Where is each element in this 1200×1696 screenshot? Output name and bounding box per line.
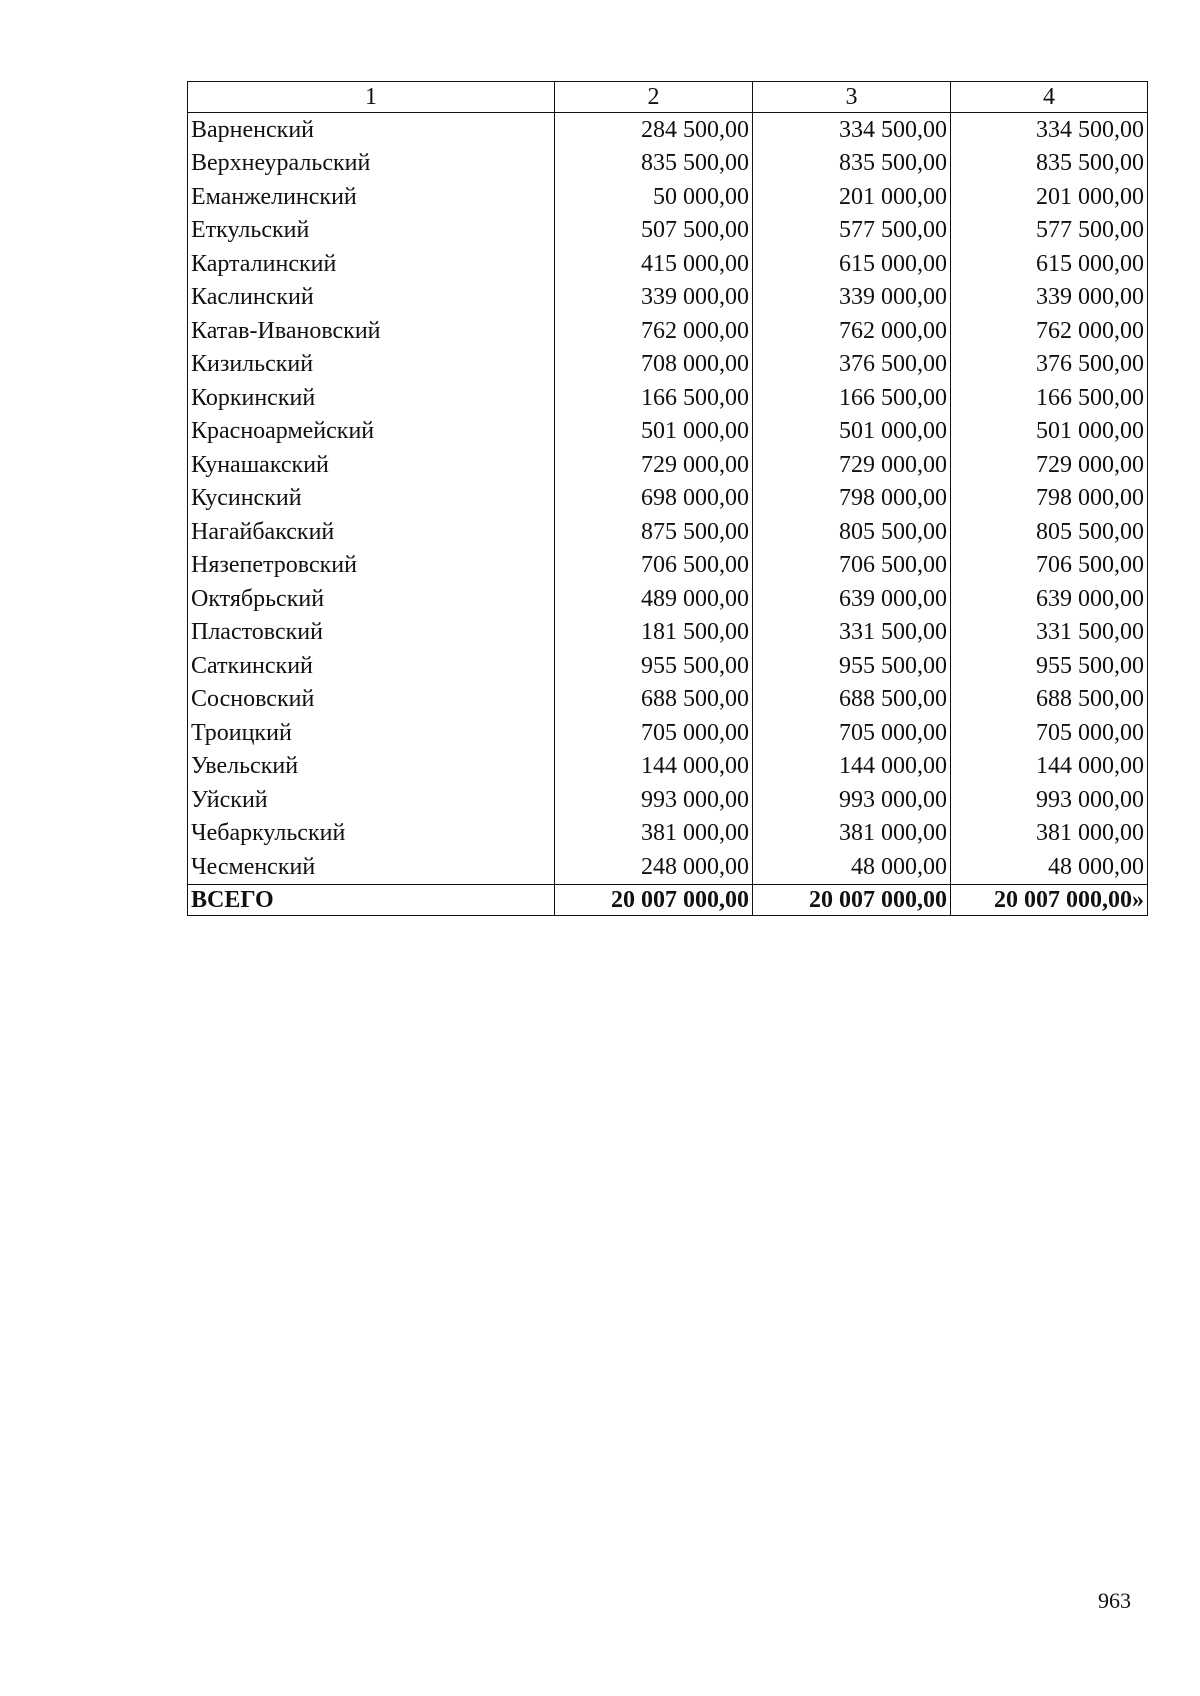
value-col3-cell: 201 000,00 — [753, 180, 951, 214]
value-col2-cell: 993 000,00 — [555, 783, 753, 817]
value-col4-cell: 639 000,00 — [951, 582, 1148, 616]
value-col3-cell: 577 500,00 — [753, 214, 951, 248]
table-row — [188, 783, 1148, 817]
value-col3-cell: 615 000,00 — [753, 247, 951, 281]
table-row — [188, 817, 1148, 851]
district-name-cell: Октябрьский — [188, 582, 555, 616]
value-col4-cell: 331 500,00 — [951, 616, 1148, 650]
value-col2-cell: 706 500,00 — [555, 549, 753, 583]
district-name-cell: Катав-Ивановский — [188, 314, 555, 348]
value-col3-cell: 805 500,00 — [753, 515, 951, 549]
district-name-cell: Кусинский — [188, 482, 555, 516]
district-name-cell: Чесменский — [188, 850, 555, 884]
table-row — [188, 448, 1148, 482]
table-row — [188, 348, 1148, 382]
table-row — [188, 750, 1148, 784]
value-col4-cell: 615 000,00 — [951, 247, 1148, 281]
value-col2-cell: 875 500,00 — [555, 515, 753, 549]
column-header-1: 1 — [188, 82, 555, 113]
value-col2-cell: 698 000,00 — [555, 482, 753, 516]
value-col4-cell: 835 500,00 — [951, 147, 1148, 181]
value-col2-cell: 501 000,00 — [555, 415, 753, 449]
value-col3-cell: 993 000,00 — [753, 783, 951, 817]
value-col2-cell: 166 500,00 — [555, 381, 753, 415]
value-col3-cell: 501 000,00 — [753, 415, 951, 449]
value-col2-cell: 415 000,00 — [555, 247, 753, 281]
value-col4-cell: 762 000,00 — [951, 314, 1148, 348]
value-col4-cell: 334 500,00 — [951, 113, 1148, 147]
value-col3-cell: 48 000,00 — [753, 850, 951, 884]
table-row — [188, 113, 1148, 147]
table-row — [188, 649, 1148, 683]
total-label: ВСЕГО — [188, 884, 555, 915]
table-row — [188, 716, 1148, 750]
value-col4-cell: 339 000,00 — [951, 281, 1148, 315]
value-col2-cell: 284 500,00 — [555, 113, 753, 147]
value-col2-cell: 762 000,00 — [555, 314, 753, 348]
total-value-col4: 20 007 000,00» — [951, 884, 1148, 915]
district-name-cell: Карталинский — [188, 247, 555, 281]
table-row — [188, 582, 1148, 616]
table-row — [188, 482, 1148, 516]
value-col4-cell: 381 000,00 — [951, 817, 1148, 851]
value-col2-cell: 835 500,00 — [555, 147, 753, 181]
page-number: 963 — [1098, 1588, 1131, 1613]
column-number-row — [188, 82, 1148, 113]
value-col3-cell: 706 500,00 — [753, 549, 951, 583]
value-col4-cell: 729 000,00 — [951, 448, 1148, 482]
value-col4-cell: 705 000,00 — [951, 716, 1148, 750]
column-header-3: 3 — [753, 82, 951, 113]
district-budget-table — [187, 81, 1148, 916]
value-col4-cell: 166 500,00 — [951, 381, 1148, 415]
column-header-4: 4 — [951, 82, 1148, 113]
value-col3-cell: 339 000,00 — [753, 281, 951, 315]
value-col2-cell: 955 500,00 — [555, 649, 753, 683]
value-col2-cell: 339 000,00 — [555, 281, 753, 315]
value-col3-cell: 955 500,00 — [753, 649, 951, 683]
table-row — [188, 616, 1148, 650]
district-name-cell: Сосновский — [188, 683, 555, 717]
value-col4-cell: 201 000,00 — [951, 180, 1148, 214]
district-name-cell: Еманжелинский — [188, 180, 555, 214]
table-body — [188, 113, 1148, 885]
district-name-cell: Чебаркульский — [188, 817, 555, 851]
total-value-col2: 20 007 000,00 — [555, 884, 753, 915]
district-name-cell: Кунашакский — [188, 448, 555, 482]
value-col3-cell: 798 000,00 — [753, 482, 951, 516]
district-name-cell: Увельский — [188, 750, 555, 784]
district-name-cell: Еткульский — [188, 214, 555, 248]
value-col2-cell: 507 500,00 — [555, 214, 753, 248]
value-col2-cell: 708 000,00 — [555, 348, 753, 382]
total-value-col3: 20 007 000,00 — [753, 884, 951, 915]
value-col4-cell: 798 000,00 — [951, 482, 1148, 516]
table-row — [188, 381, 1148, 415]
value-col3-cell: 334 500,00 — [753, 113, 951, 147]
value-col2-cell: 705 000,00 — [555, 716, 753, 750]
district-name-cell: Пластовский — [188, 616, 555, 650]
value-col4-cell: 48 000,00 — [951, 850, 1148, 884]
district-name-cell: Нагайбакский — [188, 515, 555, 549]
total-row — [188, 884, 1148, 915]
district-name-cell: Саткинский — [188, 649, 555, 683]
district-name-cell: Кизильский — [188, 348, 555, 382]
value-col3-cell: 705 000,00 — [753, 716, 951, 750]
district-name-cell: Варненский — [188, 113, 555, 147]
value-col2-cell: 489 000,00 — [555, 582, 753, 616]
table-row — [188, 147, 1148, 181]
value-col2-cell: 729 000,00 — [555, 448, 753, 482]
district-name-cell: Коркинский — [188, 381, 555, 415]
value-col3-cell: 381 000,00 — [753, 817, 951, 851]
value-col3-cell: 762 000,00 — [753, 314, 951, 348]
value-col3-cell: 376 500,00 — [753, 348, 951, 382]
value-col2-cell: 181 500,00 — [555, 616, 753, 650]
value-col3-cell: 331 500,00 — [753, 616, 951, 650]
table-row — [188, 415, 1148, 449]
table-row — [188, 214, 1148, 248]
value-col3-cell: 144 000,00 — [753, 750, 951, 784]
column-header-2: 2 — [555, 82, 753, 113]
value-col3-cell: 639 000,00 — [753, 582, 951, 616]
district-name-cell: Красноармейский — [188, 415, 555, 449]
value-col4-cell: 993 000,00 — [951, 783, 1148, 817]
value-col2-cell: 688 500,00 — [555, 683, 753, 717]
table-row — [188, 247, 1148, 281]
table-row — [188, 180, 1148, 214]
district-name-cell: Верхнеуральский — [188, 147, 555, 181]
value-col4-cell: 144 000,00 — [951, 750, 1148, 784]
value-col4-cell: 688 500,00 — [951, 683, 1148, 717]
value-col3-cell: 835 500,00 — [753, 147, 951, 181]
district-name-cell: Уйский — [188, 783, 555, 817]
district-name-cell: Нязепетровский — [188, 549, 555, 583]
value-col4-cell: 376 500,00 — [951, 348, 1148, 382]
value-col4-cell: 955 500,00 — [951, 649, 1148, 683]
value-col4-cell: 805 500,00 — [951, 515, 1148, 549]
value-col4-cell: 501 000,00 — [951, 415, 1148, 449]
value-col2-cell: 144 000,00 — [555, 750, 753, 784]
table-row — [188, 281, 1148, 315]
table-row — [188, 314, 1148, 348]
table-row — [188, 850, 1148, 884]
value-col2-cell: 50 000,00 — [555, 180, 753, 214]
value-col2-cell: 248 000,00 — [555, 850, 753, 884]
table-row — [188, 683, 1148, 717]
value-col3-cell: 729 000,00 — [753, 448, 951, 482]
value-col3-cell: 166 500,00 — [753, 381, 951, 415]
table-row — [188, 549, 1148, 583]
district-name-cell: Троицкий — [188, 716, 555, 750]
table-row — [188, 515, 1148, 549]
value-col4-cell: 706 500,00 — [951, 549, 1148, 583]
value-col2-cell: 381 000,00 — [555, 817, 753, 851]
district-name-cell: Каслинский — [188, 281, 555, 315]
value-col4-cell: 577 500,00 — [951, 214, 1148, 248]
value-col3-cell: 688 500,00 — [753, 683, 951, 717]
